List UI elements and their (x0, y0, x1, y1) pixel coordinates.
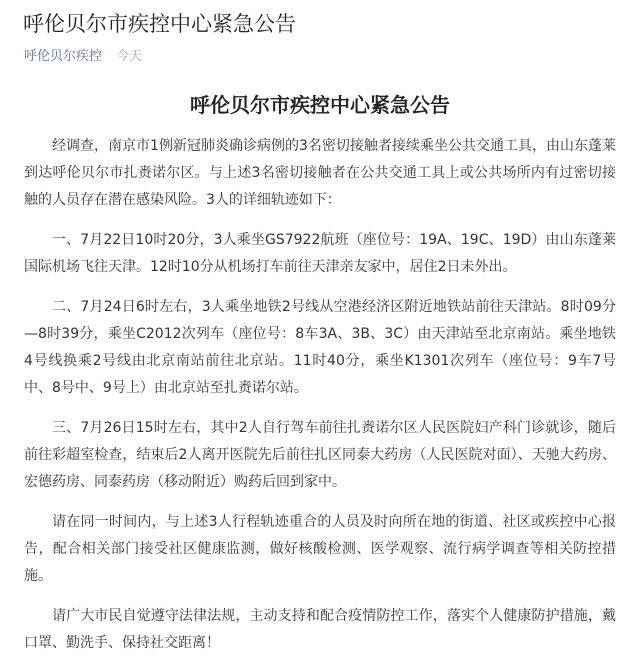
body-paragraph: 三、7月26日15时左右，其中2人自行驾车前往扎赉诺尔区人民医院妇产科门诊就诊，随后前往彩超室检查，结束后2人离开医院先后前往扎区同泰大药房（人民医院对面）、天驰大药房、宏德药房、同泰药房（移动附近）购药后回到家中。 (24, 420, 616, 490)
publish-date: 今天 (116, 49, 143, 64)
announcement-title: 呼伦贝尔市疾控中心紧急公告 (190, 93, 450, 117)
article-headline: 呼伦贝尔市疾控中心紧急公告 (23, 12, 296, 36)
article-body (24, 133, 616, 670)
body-paragraph: 经调查，南京市1例新冠肺炎确诊病例的3名密切接触者接续乘坐公共交通工具，由山东蓬莱到达呼伦贝尔市扎赉诺尔区。与上述3名密切接触者在公共交通工具上或公共场所内有过密切接触的人员存在潜在感染风险。3人的详细轨迹如下： (24, 138, 616, 208)
body-paragraph: 二、7月24日6时左右，3人乘坐地铁2号线从空港经济区附近地铁站前往天津站。8时09分—8时39分，乘坐C2012次列车（座位号：8车3A、3B、3C）由天津站至北京南站。乘坐地铁4号线换乘2号线由北京南站前往北京站。11时40分，乘坐K1301次列车（座位号：9车7号中、8号中、9号上）由北京站至扎赉诺尔站。 (24, 299, 616, 396)
account-name-link[interactable]: 呼伦贝尔疾控 (24, 49, 103, 64)
article-meta (24, 48, 142, 66)
body-paragraph: 一、7月22日10时20分，3人乘坐GS7922航班（座位号：19A、19C、19D）由山东蓬莱国际机场飞往天津。12时10分从机场打车前往天津亲友家中，居住2日未外出。 (24, 232, 616, 275)
body-paragraph: 请广大市民自觉遵守法律法规，主动支持和配合疫情防控工作，落实个人健康防护措施，戴口罩、勤洗手、保持社交距离！ (24, 608, 616, 651)
body-paragraph: 请在同一时间内，与上述3人行程轨迹重合的人员及时向所在地的街道、社区或疾控中心报告，配合相关部门接受社区健康监测，做好核酸检测、医学观察、流行病学调查等相关防控措施。 (24, 514, 616, 584)
